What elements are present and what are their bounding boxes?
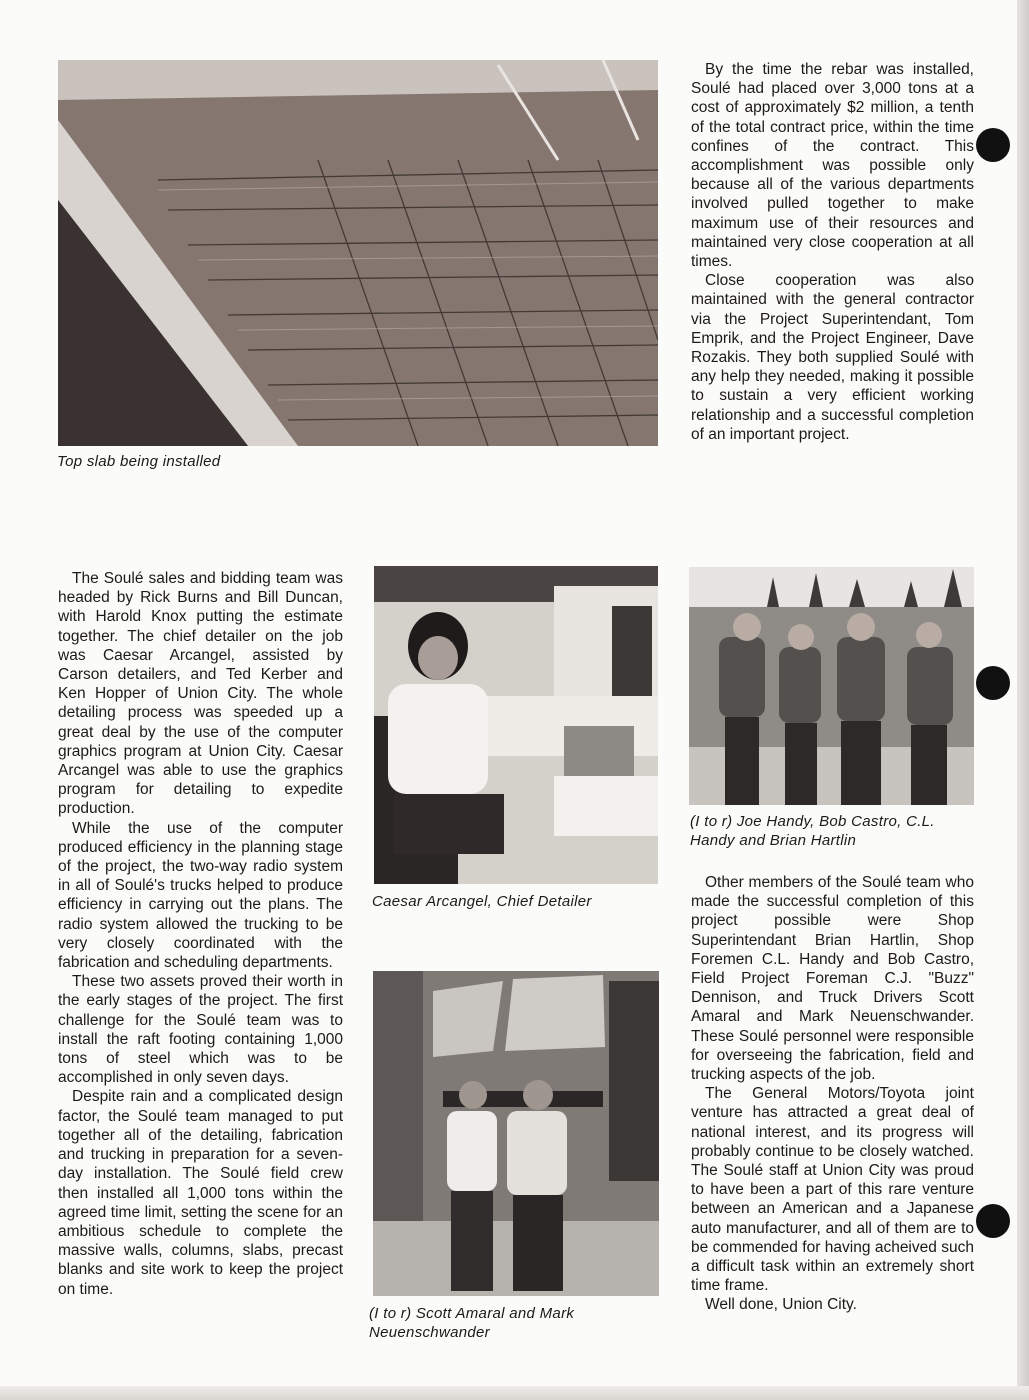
caesar-photo	[374, 566, 658, 884]
paragraph: Despite rain and a complicated design factor, the Soulé team managed to put together all of the detailing, fabrication and trucking in preparation for a seven-day installation. The Soulé field crew then installed all 1,000 tons within the agreed time limit, setting the scene for an ambitious schedule to complete the massive walls, columns, slabs, precast blanks and site work to keep the project on time.	[58, 1088, 343, 1298]
paragraph: By the time the rebar was installed, Soulé had placed over 3,000 tons at a cost of approximately $2 million, a tenth of the total contract price, within the time confines of the contract. This accomplishment was possible only because all of the various departments involved pulled together to make maximum use of their resources and maintained very close cooperation at all times.	[691, 61, 974, 271]
paragraph: Well done, Union City.	[705, 1296, 857, 1314]
top-slab-caption: Top slab being installed	[57, 453, 221, 470]
binder-hole-bottom	[976, 1204, 1010, 1238]
right-bottom-text	[691, 873, 974, 1315]
right-top-text	[691, 60, 974, 444]
drivers-caption: (I to r) Scott Amaral and Mark Neuenschwander	[369, 1305, 575, 1341]
group-caption: (I to r) Joe Handy, Bob Castro, C.L. Handy and Brian Hartlin	[690, 813, 935, 849]
drivers-photo	[373, 971, 659, 1296]
top-slab-photo	[58, 60, 658, 446]
page-edge-right	[1017, 0, 1029, 1400]
page-edge-bottom	[0, 1386, 1029, 1400]
paragraph: Close cooperation was also maintained with the general contractor via the Project Superintendant, Tom Emprik, and the Project Engineer, Dave Rozakis. They both supplied Soulé with any help they needed, making it possible to sustain a very efficient working relationship and a successful completion of an important project.	[691, 272, 974, 443]
binder-hole-top	[976, 128, 1010, 162]
caesar-caption: Caesar Arcangel, Chief Detailer	[372, 893, 592, 910]
paragraph: While the use of the computer produced efficiency in the planning stage of the project, the two-way radio system in all of Soulé's trucks helped to produce efficiency in carrying out the plans. The radio system allowed the trucking to be very closely coordinated with the fabrication and scheduling departments.	[58, 819, 343, 972]
paragraph: Other members of the Soulé team who made the successful completion of this project possible were Shop Superintendant Brian Hartlin, Shop Foremen C.L. Handy and Bob Castro, Field Project Foreman C.J. "Buzz" Dennison, and Truck Drivers Scott Amaral and Mark Neuenschwander. These Soulé personnel were responsible for overseeing the fabrication, field and trucking aspects of the job.	[691, 874, 974, 1084]
group-photo	[689, 567, 974, 805]
paragraph: The Soulé sales and bidding team was headed by Rick Burns and Bill Duncan, with Harold Knox putting the estimate together. The chief detailer on the job was Caesar Arcangel, assisted by Carson detailers, and Ted Kerber and Ken Hopper of Union City. The whole detailing process was speeded up a great deal by the use of the computer graphics program at Union City. Caesar Arcangel was able to use the graphics program for detailing to expedite production.	[58, 570, 343, 818]
left-column-text	[58, 569, 343, 1299]
paragraph: The General Motors/Toyota joint venture has attracted a great deal of national interest, and its progress will probably continue to be closely watched. The Soulé staff at Union City was proud to have been a part of this rare venture between an American and a Japanese auto manufacturer, and all of them are to be commended for having acheived such a difficult task within an extremely short time frame.	[691, 1085, 974, 1295]
binder-hole-middle	[976, 666, 1010, 700]
paragraph: These two assets proved their worth in the early stages of the project. The first challenge for the Soulé team was to install the raft footing containing 1,000 tons of steel which was to be accomplished in only seven days.	[58, 973, 343, 1087]
